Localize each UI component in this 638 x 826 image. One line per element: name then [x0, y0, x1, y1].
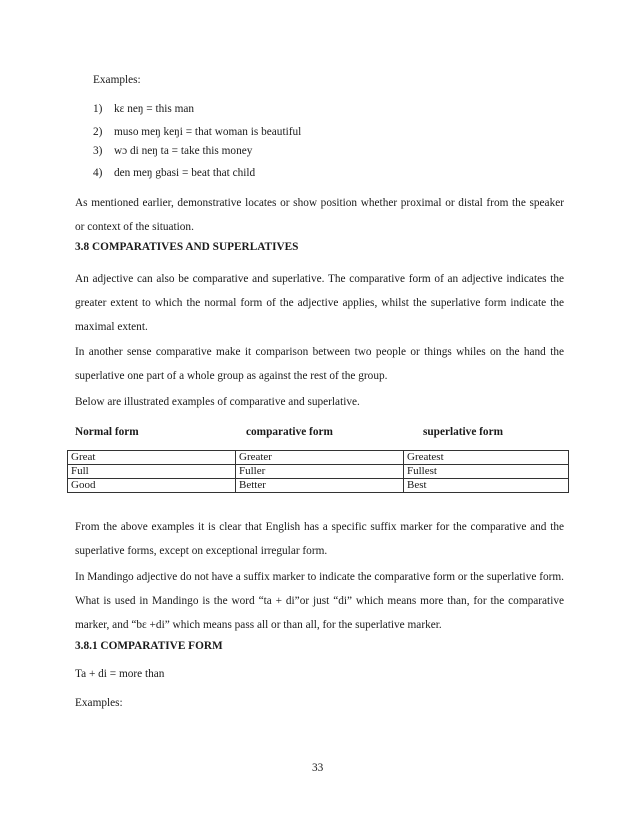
forms-table	[67, 450, 569, 493]
table-cell: Greater	[236, 451, 404, 465]
paragraph-another-sense: In another sense comparative make it comparison between two people or things whiles on the hand the superlative one part of a whole group as against the rest of the group.	[75, 346, 564, 382]
table-cell: Better	[236, 479, 404, 493]
column-header: Normal form	[75, 426, 139, 438]
example-number: 4)	[93, 167, 103, 179]
table-cell: Greatest	[404, 451, 569, 465]
example-text: kɛ neŋ = this man	[114, 103, 195, 115]
table-cell: Fullest	[404, 465, 569, 479]
column-header: superlative form	[423, 426, 503, 438]
table-row	[68, 465, 569, 479]
paragraph-from-above: From the above examples it is clear that English has a specific suffix marker for the comparative and the superlative forms, except on exceptional irregular form.	[75, 521, 564, 557]
paragraph-below: Below are illustrated examples of comparative and superlative.	[75, 396, 360, 408]
example-text: wɔ di neŋ ta = take this money	[114, 145, 253, 157]
table-cell: Best	[404, 479, 569, 493]
table-row	[68, 451, 569, 465]
paragraph-mandingo: In Mandingo adjective do not have a suffix marker to indicate the comparative form or the superlative form. What is used in Mandingo is the word “ta + di”or just “di” which means more than, for the comparative marker, and “bɛ +di” which means pass all or than all, for the superlative marker.	[75, 571, 564, 631]
table-row	[68, 479, 569, 493]
example-number: 2)	[93, 126, 103, 138]
table-cell: Fuller	[236, 465, 404, 479]
example-text: muso meŋ keŋi = that woman is beautiful	[114, 126, 302, 138]
example-number: 3)	[93, 145, 103, 157]
example-text: den meŋ gbasi = beat that child	[114, 167, 256, 179]
table-cell: Good	[68, 479, 236, 493]
section-heading: 3.8 COMPARATIVES AND SUPERLATIVES	[75, 241, 299, 253]
paragraph-demonstrative: As mentioned earlier, demonstrative locates or show position whether proximal or distal from the speaker or context of the situation.	[75, 197, 564, 233]
examples-label: Examples:	[93, 74, 141, 86]
paragraph-intro: An adjective can also be comparative and superlative. The comparative form of an adjective indicates the greater extent to which the normal form of the adjective applies, whilst the superlative form indicate the maximal extent.	[75, 273, 564, 333]
examples-label: Examples:	[75, 697, 123, 709]
example-number: 1)	[93, 103, 103, 115]
page-number: 33	[312, 762, 324, 774]
table-cell: Great	[68, 451, 236, 465]
subsection-heading: 3.8.1 COMPARATIVE FORM	[75, 640, 223, 652]
column-header: comparative form	[246, 426, 333, 438]
formula-text: Ta + di = more than	[75, 668, 165, 680]
table-cell: Full	[68, 465, 236, 479]
